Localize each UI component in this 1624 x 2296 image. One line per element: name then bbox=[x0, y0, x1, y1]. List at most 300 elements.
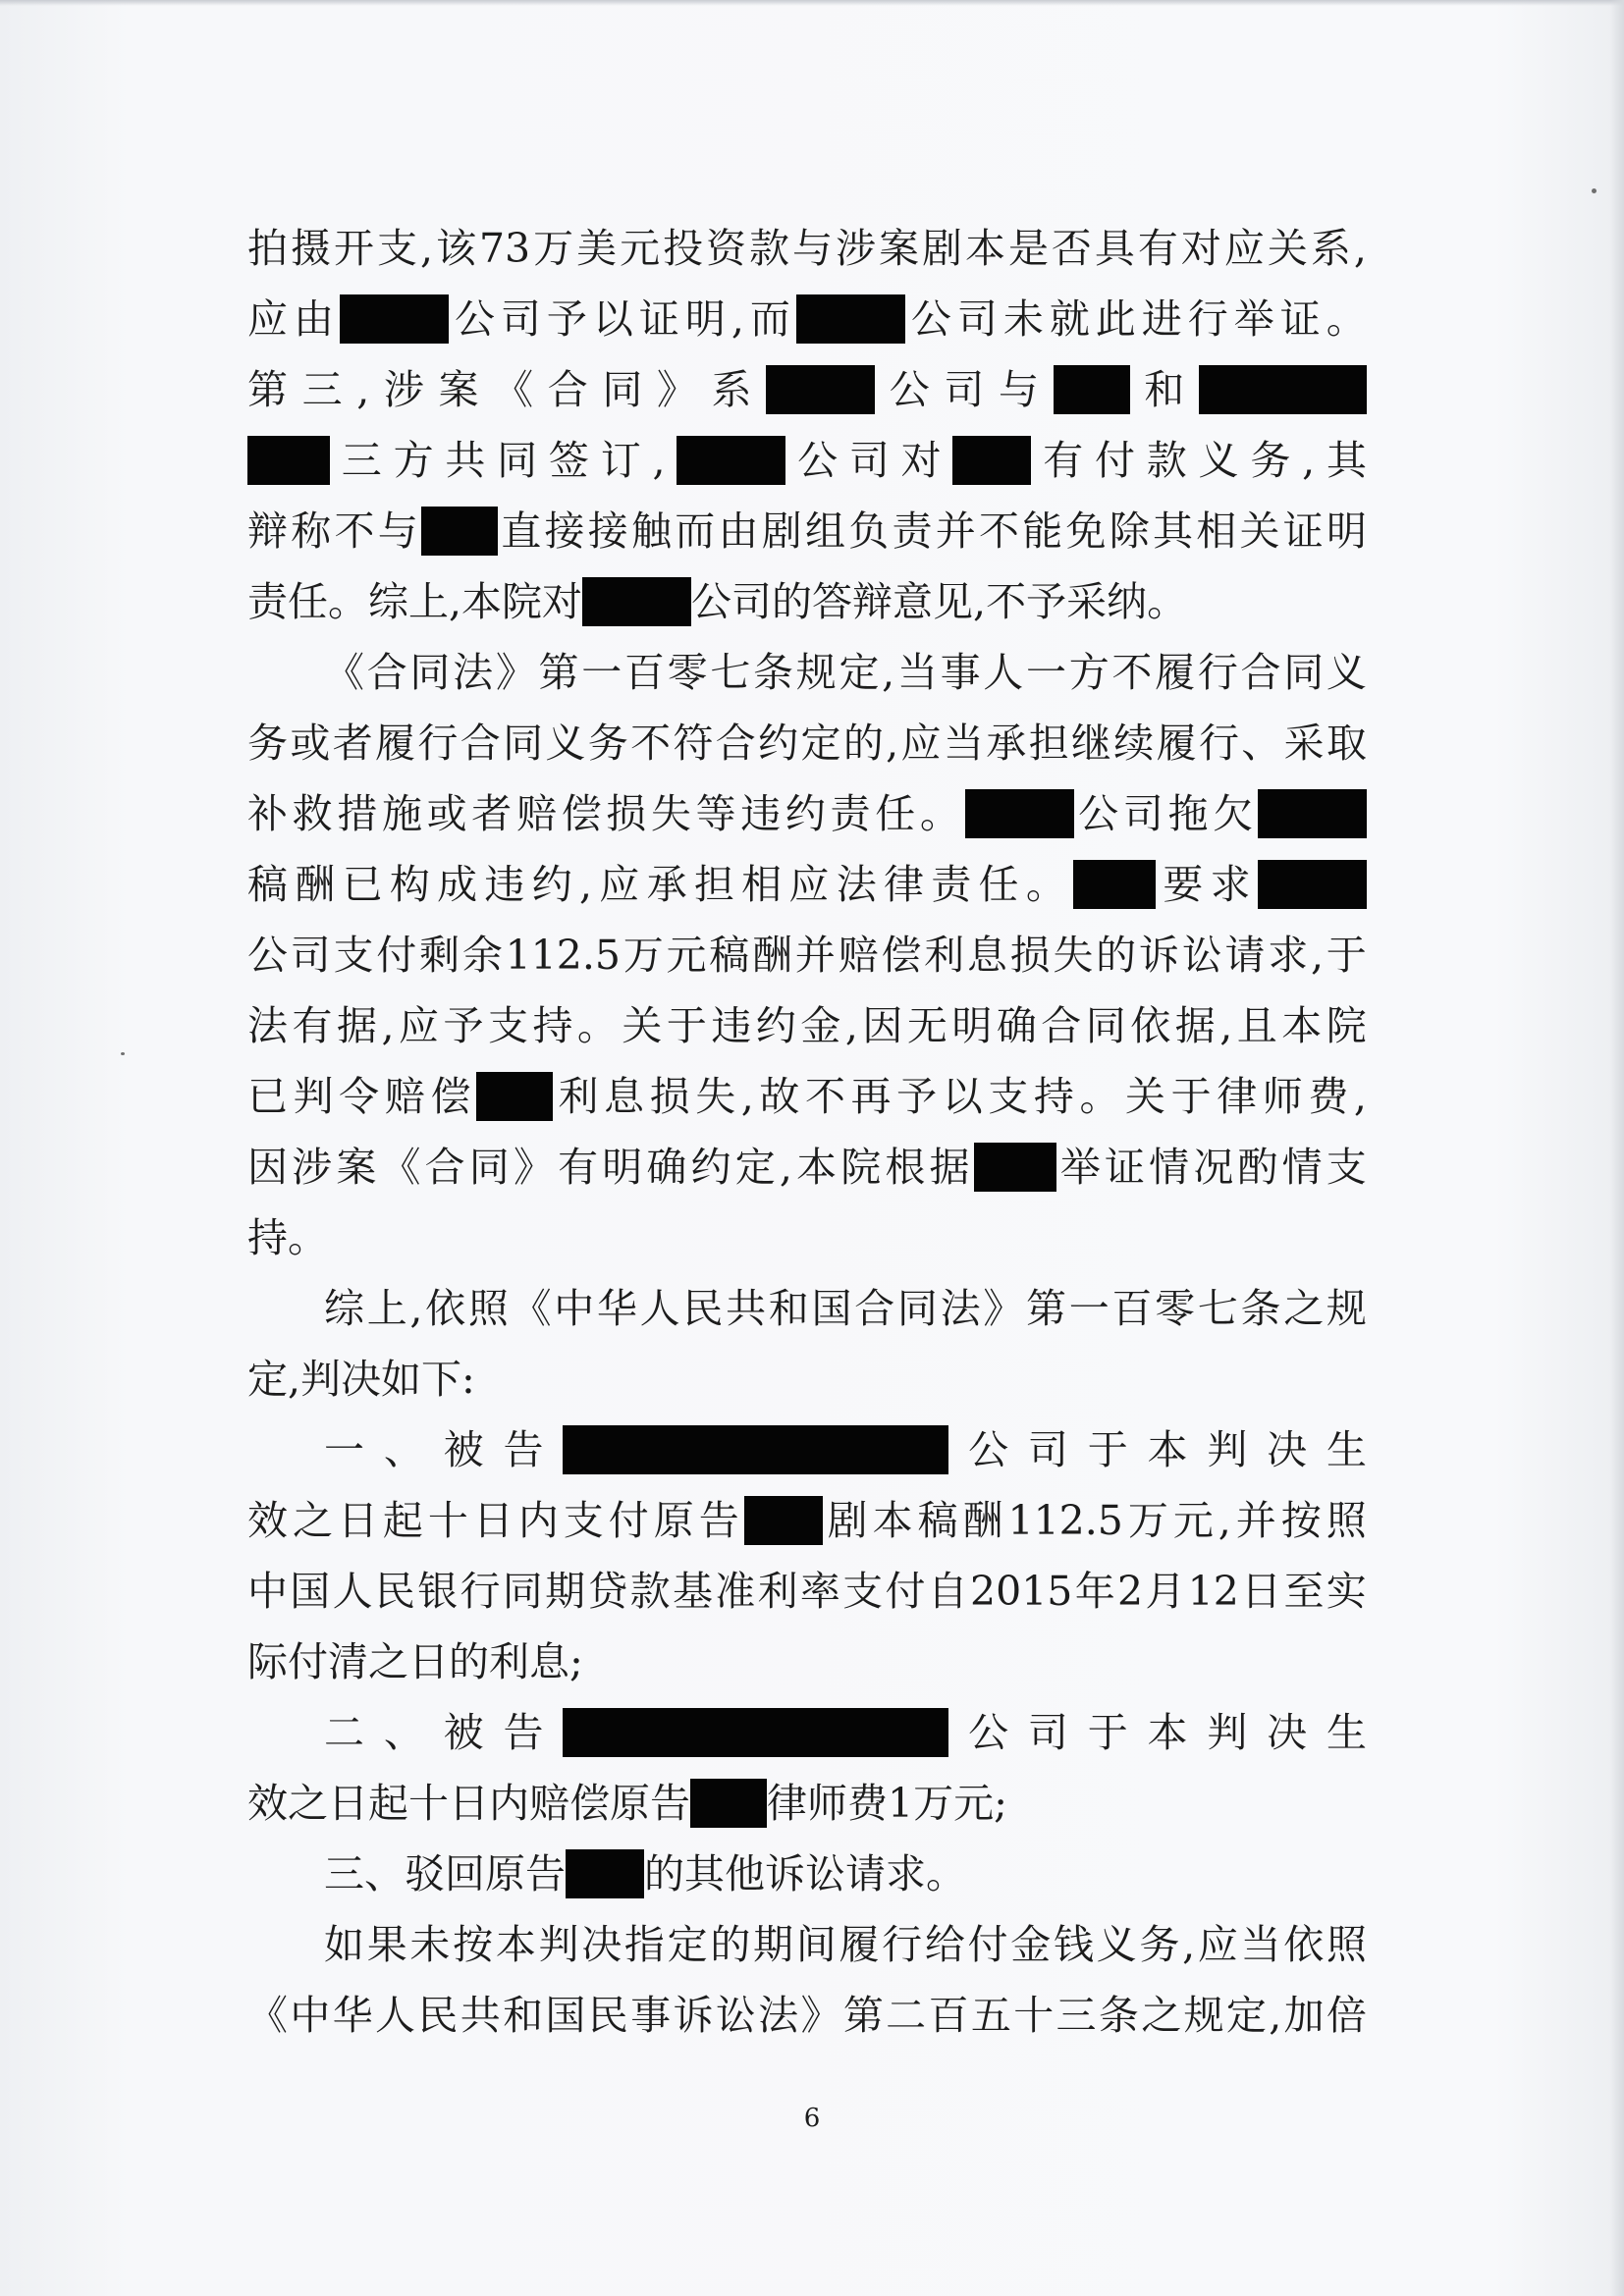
text-glyph: 明 bbox=[1326, 507, 1367, 555]
text-glyph: 《 bbox=[511, 1285, 552, 1332]
text-glyph: 判 bbox=[1207, 1709, 1248, 1756]
text-glyph: 利 bbox=[924, 932, 965, 979]
text-glyph: 照 bbox=[1326, 1497, 1367, 1544]
text-glyph: 司 bbox=[1027, 1426, 1068, 1473]
text-glyph: 当 bbox=[1240, 1921, 1281, 1968]
text-glyph: 付 bbox=[1094, 437, 1135, 484]
text-glyph: 当 bbox=[943, 720, 984, 767]
text-glyph: 美 bbox=[576, 225, 618, 272]
text-glyph: 。 bbox=[1079, 1073, 1120, 1120]
text-glyph: 之 bbox=[368, 1638, 408, 1685]
text-glyph: , bbox=[1353, 225, 1367, 272]
text-glyph: 相 bbox=[741, 861, 783, 908]
text-glyph: 务 bbox=[1250, 437, 1291, 484]
text-glyph: 判 bbox=[538, 1921, 579, 1968]
text-glyph: 未 bbox=[1002, 295, 1044, 343]
text-glyph: 酬 bbox=[295, 861, 336, 908]
text-glyph: 元 bbox=[620, 225, 661, 272]
text-glyph: 务 bbox=[587, 720, 628, 767]
text-glyph: 费 bbox=[847, 1780, 888, 1827]
text-glyph: 律 bbox=[1217, 1073, 1258, 1120]
text-glyph: 行 bbox=[1197, 649, 1238, 696]
text-glyph: 偿 bbox=[881, 932, 922, 979]
text-glyph: 倍 bbox=[1326, 1992, 1367, 2039]
text-glyph: 进 bbox=[1141, 295, 1182, 343]
text-glyph: 师 bbox=[1262, 1073, 1303, 1120]
text-line bbox=[247, 1061, 1367, 1132]
text-glyph: 五 bbox=[970, 1992, 1011, 2039]
text-line bbox=[247, 284, 1367, 354]
text-glyph: 同 bbox=[602, 366, 643, 413]
text-glyph: 请 bbox=[845, 1850, 886, 1897]
text-glyph: 务 bbox=[1139, 1921, 1180, 1968]
text-glyph: 与 bbox=[377, 507, 418, 555]
text-glyph: 赔 bbox=[515, 790, 557, 837]
text-glyph: 关 bbox=[1239, 507, 1280, 555]
text-glyph: 不 bbox=[334, 507, 375, 555]
text-glyph: 零 bbox=[667, 649, 708, 696]
text-glyph: 故 bbox=[759, 1073, 800, 1120]
text-glyph: 。 bbox=[926, 1850, 966, 1897]
redaction-block bbox=[476, 1072, 553, 1121]
text-glyph: 十 bbox=[427, 1497, 468, 1544]
text-glyph: 本 bbox=[872, 1497, 913, 1544]
text-glyph: 损 bbox=[606, 790, 647, 837]
text-glyph: 三 bbox=[301, 366, 343, 413]
text-glyph: 称 bbox=[291, 507, 332, 555]
text-glyph: 诉 bbox=[765, 1850, 805, 1897]
text-glyph: 告 bbox=[525, 1850, 566, 1897]
text-glyph: 二 bbox=[886, 1992, 927, 2039]
text-glyph: 者 bbox=[471, 790, 513, 837]
text-glyph: 款 bbox=[749, 225, 790, 272]
text-line bbox=[247, 213, 1367, 284]
text-glyph: 本 bbox=[964, 225, 1005, 272]
text-glyph: 约 bbox=[690, 1144, 731, 1191]
text-glyph: 意 bbox=[893, 578, 934, 625]
text-glyph: 此 bbox=[1095, 295, 1136, 343]
text-glyph: 万 bbox=[1127, 1497, 1168, 1544]
text-glyph: 一 bbox=[1068, 1285, 1110, 1332]
text-glyph: 、 bbox=[1241, 720, 1282, 767]
text-glyph: 金 bbox=[1010, 1921, 1052, 1968]
text-glyph: 措 bbox=[337, 790, 378, 837]
text-glyph: 应 bbox=[1197, 1921, 1238, 1968]
text-glyph: 关 bbox=[622, 1002, 663, 1049]
text-glyph: 百 bbox=[1111, 1285, 1153, 1332]
text-glyph: 三 bbox=[341, 437, 382, 484]
text-glyph: 应 bbox=[900, 720, 942, 767]
text-line bbox=[247, 1768, 1367, 1839]
text-glyph: 国 bbox=[290, 1568, 331, 1615]
text-glyph: 情 bbox=[1149, 1144, 1190, 1191]
text-glyph: 因 bbox=[862, 1002, 903, 1049]
text-glyph: 定 bbox=[839, 649, 880, 696]
text-glyph: 持 bbox=[247, 1214, 288, 1261]
text-glyph: , bbox=[652, 437, 666, 484]
text-glyph: 国 bbox=[811, 1285, 852, 1332]
text-glyph: 事 bbox=[630, 1992, 672, 2039]
text-glyph: 之 bbox=[1141, 1992, 1182, 2039]
text-glyph: 于 bbox=[1170, 1073, 1212, 1120]
text-glyph: , bbox=[886, 720, 899, 767]
text-glyph: 日 bbox=[472, 1497, 514, 1544]
text-glyph: 取 bbox=[1326, 720, 1367, 767]
text-glyph: 剧 bbox=[827, 1497, 868, 1544]
text-glyph: 举 bbox=[1059, 1144, 1101, 1191]
text-glyph: 其 bbox=[684, 1850, 725, 1897]
text-glyph: 原 bbox=[653, 1497, 694, 1544]
text-glyph: 元 bbox=[1172, 1497, 1214, 1544]
text-glyph: 酬 bbox=[752, 932, 793, 979]
text-glyph: 续 bbox=[1113, 720, 1155, 767]
text-glyph: 师 bbox=[807, 1780, 847, 1827]
text-glyph: 负 bbox=[848, 507, 890, 555]
text-glyph: 因 bbox=[247, 1144, 288, 1191]
text-glyph: 义 bbox=[1198, 437, 1239, 484]
text-glyph: 违 bbox=[711, 1002, 752, 1049]
text-glyph: 依 bbox=[425, 1285, 466, 1332]
text-glyph: 被 bbox=[443, 1709, 484, 1756]
text-glyph: 赔 bbox=[529, 1780, 569, 1827]
text-glyph: 责 bbox=[830, 790, 871, 837]
text-glyph: 诉 bbox=[1138, 932, 1179, 979]
text-glyph: 效 bbox=[247, 1497, 288, 1544]
text-glyph: 款 bbox=[1146, 437, 1187, 484]
text-glyph: 赔 bbox=[838, 932, 879, 979]
text-glyph: 其 bbox=[1326, 437, 1367, 484]
text-glyph: 要 bbox=[1163, 861, 1204, 908]
text-glyph: 费 bbox=[1308, 1073, 1349, 1120]
text-glyph: 是 bbox=[1007, 225, 1049, 272]
text-glyph: 酌 bbox=[1237, 1144, 1278, 1191]
text-glyph: 的 bbox=[1096, 932, 1137, 979]
text-line bbox=[247, 1697, 1367, 1768]
text-glyph: 定 bbox=[734, 1144, 776, 1191]
text-glyph: 合 bbox=[547, 366, 588, 413]
text-glyph: 间 bbox=[795, 1921, 837, 1968]
text-glyph: 律 bbox=[883, 861, 924, 908]
text-glyph: 共 bbox=[726, 1285, 767, 1332]
text-glyph: 讼 bbox=[1181, 932, 1222, 979]
text-glyph: 约 bbox=[755, 1002, 796, 1049]
text-glyph: 日 bbox=[1241, 1568, 1282, 1615]
text-glyph: 订 bbox=[600, 437, 641, 484]
text-glyph: 行 bbox=[882, 1921, 923, 1968]
text-glyph: 支 bbox=[563, 1497, 604, 1544]
text-glyph: 同 bbox=[497, 437, 538, 484]
text-glyph: 公 bbox=[910, 295, 951, 343]
text-glyph: 息 bbox=[604, 1073, 645, 1120]
text-glyph: 112.5 bbox=[1007, 1497, 1123, 1544]
text-glyph: 2 bbox=[1116, 1568, 1144, 1615]
text-glyph: 于 bbox=[1087, 1426, 1128, 1473]
text-glyph: 》 bbox=[983, 1285, 1024, 1332]
text-glyph: 法 bbox=[453, 649, 494, 696]
text-glyph: 对 bbox=[900, 437, 942, 484]
text-glyph: 上 bbox=[366, 1285, 407, 1332]
text-glyph: 、 bbox=[383, 1709, 424, 1756]
text-glyph: 、 bbox=[364, 1850, 405, 1897]
text-glyph: 该 bbox=[435, 225, 476, 272]
text-glyph: 证 bbox=[1282, 507, 1324, 555]
text-glyph: 付 bbox=[885, 1568, 926, 1615]
text-glyph: 期 bbox=[753, 1921, 794, 1968]
text-glyph: 偿 bbox=[569, 1780, 610, 1827]
text-glyph: 损 bbox=[1009, 932, 1051, 979]
text-glyph: 决 bbox=[1267, 1426, 1308, 1473]
text-glyph: 2015 bbox=[970, 1568, 1073, 1615]
text-glyph: 华 bbox=[332, 1992, 373, 2039]
text-glyph: 。 bbox=[288, 1214, 328, 1261]
text-glyph: , bbox=[1269, 1992, 1282, 2039]
text-glyph: 上 bbox=[408, 578, 449, 625]
text-glyph: 合 bbox=[460, 720, 501, 767]
text-glyph: 予 bbox=[896, 1073, 938, 1120]
text-line bbox=[247, 1202, 1367, 1273]
text-glyph: 与 bbox=[998, 366, 1039, 413]
text-glyph: 稿 bbox=[247, 861, 288, 908]
redaction-block bbox=[340, 294, 449, 344]
text-glyph: 答 bbox=[812, 578, 853, 625]
text-glyph: 生 bbox=[1326, 1426, 1367, 1473]
text-glyph: 司 bbox=[956, 295, 998, 343]
text-glyph: 接 bbox=[587, 507, 628, 555]
text-glyph: 司 bbox=[1027, 1709, 1068, 1756]
text-glyph: , bbox=[882, 649, 895, 696]
text-glyph: 涉 bbox=[292, 1144, 333, 1191]
text-glyph: 自 bbox=[927, 1568, 968, 1615]
text-glyph: 支 bbox=[487, 1002, 528, 1049]
text-glyph: 《 bbox=[247, 1992, 288, 2039]
text-glyph: 确 bbox=[996, 1002, 1037, 1049]
text-glyph: 事 bbox=[940, 649, 981, 696]
text-line bbox=[247, 920, 1367, 990]
text-glyph: 第 bbox=[842, 1992, 884, 2039]
text-glyph: 任 bbox=[288, 578, 328, 625]
text-glyph: 纳 bbox=[1107, 578, 1148, 625]
text-glyph: 利 bbox=[489, 1638, 529, 1685]
text-glyph: 《 bbox=[380, 1144, 421, 1191]
text-glyph: 况 bbox=[1193, 1144, 1234, 1191]
text-glyph: 案 bbox=[878, 225, 919, 272]
text-glyph: 合 bbox=[854, 1285, 895, 1332]
text-glyph: 偿 bbox=[430, 1073, 471, 1120]
text-glyph: 再 bbox=[850, 1073, 892, 1120]
page-number: 6 bbox=[803, 2104, 821, 2133]
text-glyph: , bbox=[1219, 1002, 1233, 1049]
text-glyph: 采 bbox=[1283, 720, 1325, 767]
scan-speck bbox=[1592, 188, 1597, 193]
text-glyph: 合 bbox=[424, 1144, 465, 1191]
text-glyph: 的 bbox=[842, 720, 884, 767]
text-glyph: 依 bbox=[1130, 1002, 1171, 1049]
text-glyph: 相 bbox=[1196, 507, 1237, 555]
text-glyph: 据 bbox=[929, 1144, 970, 1191]
text-glyph: 百 bbox=[623, 649, 665, 696]
text-glyph: 支 bbox=[1326, 1144, 1367, 1191]
text-glyph: 银 bbox=[417, 1568, 459, 1615]
text-glyph: , bbox=[731, 295, 744, 343]
text-glyph: , bbox=[409, 1285, 423, 1332]
text-line bbox=[247, 1344, 1367, 1415]
text-glyph: 见 bbox=[933, 578, 974, 625]
text-glyph: 明 bbox=[951, 1002, 993, 1049]
text-glyph: 人 bbox=[983, 649, 1024, 696]
text-line bbox=[247, 1415, 1367, 1485]
text-glyph: , bbox=[1218, 1497, 1231, 1544]
text-glyph: 支 bbox=[376, 225, 417, 272]
text-glyph: 案 bbox=[438, 366, 479, 413]
text-glyph: 于 bbox=[666, 1002, 707, 1049]
text-glyph: 第 bbox=[538, 649, 579, 696]
text-glyph: 根 bbox=[885, 1144, 926, 1191]
text-glyph: 证 bbox=[638, 295, 679, 343]
text-glyph: 《 bbox=[493, 366, 534, 413]
text-glyph: 投 bbox=[663, 225, 704, 272]
text-glyph: 73 bbox=[478, 225, 531, 272]
text-glyph: 司 bbox=[290, 932, 331, 979]
text-glyph: 涉 bbox=[383, 366, 424, 413]
text-glyph: , bbox=[779, 1144, 792, 1191]
text-glyph: 付 bbox=[967, 1921, 1008, 1968]
text-glyph: 规 bbox=[795, 649, 837, 696]
text-line bbox=[247, 778, 1367, 849]
text-glyph: 并 bbox=[1235, 1497, 1276, 1544]
text-line bbox=[247, 1980, 1367, 2051]
text-glyph: 三 bbox=[324, 1850, 364, 1897]
text-glyph: 规 bbox=[1183, 1992, 1224, 2039]
text-glyph: 钱 bbox=[1053, 1921, 1094, 1968]
text-glyph: , bbox=[844, 1002, 858, 1049]
text-glyph: , bbox=[740, 1073, 754, 1120]
text-glyph: 予 bbox=[546, 295, 587, 343]
text-glyph: 和 bbox=[1144, 366, 1185, 413]
text-glyph: 照 bbox=[1326, 1921, 1367, 1968]
text-glyph: 举 bbox=[1233, 295, 1274, 343]
text-glyph: 合 bbox=[715, 720, 756, 767]
redaction-block bbox=[965, 789, 1074, 838]
text-glyph: 民 bbox=[374, 1568, 415, 1615]
text-glyph: 责 bbox=[931, 861, 972, 908]
text-glyph: 日 bbox=[328, 1780, 368, 1827]
text-glyph: 行 bbox=[1198, 720, 1239, 767]
text-glyph: 对 bbox=[1180, 225, 1221, 272]
text-glyph: 决 bbox=[341, 1356, 382, 1403]
text-glyph: 证 bbox=[1279, 295, 1321, 343]
redaction-block bbox=[744, 1496, 823, 1545]
text-glyph: 损 bbox=[649, 1073, 690, 1120]
text-glyph: 违 bbox=[740, 790, 782, 837]
text-glyph: 义 bbox=[1096, 1921, 1137, 1968]
text-glyph: 据 bbox=[1174, 1002, 1216, 1049]
text-glyph: 司 bbox=[731, 578, 773, 625]
text-glyph: 本 bbox=[1147, 1426, 1188, 1473]
text-glyph: 、 bbox=[383, 1426, 424, 1473]
text-glyph: 七 bbox=[710, 649, 751, 696]
text-glyph: 元 bbox=[953, 1780, 995, 1827]
text-glyph: 同 bbox=[503, 720, 544, 767]
redaction-block bbox=[974, 1143, 1056, 1192]
text-glyph: 。 bbox=[1326, 295, 1367, 343]
text-glyph: 履 bbox=[375, 720, 416, 767]
text-glyph: 与 bbox=[792, 225, 834, 272]
text-glyph: 合 bbox=[1041, 1002, 1082, 1049]
redaction-block bbox=[1073, 860, 1156, 909]
text-glyph: , bbox=[1353, 1073, 1367, 1120]
text-glyph: 《 bbox=[324, 649, 364, 696]
text-glyph: 法 bbox=[940, 1285, 981, 1332]
text-line bbox=[247, 1132, 1367, 1202]
text-glyph: 并 bbox=[935, 507, 976, 555]
text-glyph: 共 bbox=[460, 1992, 501, 2039]
text-line bbox=[247, 1839, 1367, 1909]
redaction-block bbox=[766, 365, 875, 414]
text-glyph: 担 bbox=[693, 861, 734, 908]
text-glyph: 由 bbox=[718, 507, 759, 555]
text-glyph: 准 bbox=[715, 1568, 756, 1615]
text-glyph: 的 bbox=[449, 1638, 489, 1685]
text-glyph: , bbox=[1182, 1921, 1196, 1968]
text-glyph: 条 bbox=[1098, 1992, 1139, 2039]
text-glyph: 予 bbox=[1026, 578, 1067, 625]
text-glyph: 请 bbox=[1224, 932, 1266, 979]
text-glyph: 明 bbox=[602, 1144, 643, 1191]
text-glyph: 明 bbox=[684, 295, 726, 343]
text-glyph: 当 bbox=[896, 649, 938, 696]
text-glyph: 按 bbox=[453, 1921, 494, 1968]
text-glyph: 讼 bbox=[715, 1992, 756, 2039]
text-glyph: , bbox=[973, 578, 987, 625]
text-line bbox=[247, 1627, 1367, 1697]
text-glyph: 直 bbox=[501, 507, 542, 555]
text-glyph: 或 bbox=[426, 790, 467, 837]
text-glyph: 失 bbox=[1053, 932, 1094, 979]
text-glyph: 之 bbox=[292, 1497, 333, 1544]
text-line bbox=[247, 990, 1367, 1061]
text-glyph: 生 bbox=[1326, 1709, 1367, 1756]
text-glyph: 十 bbox=[1013, 1992, 1055, 2039]
text-glyph: 公 bbox=[968, 1426, 1009, 1473]
text-glyph: 驳 bbox=[405, 1850, 445, 1897]
text-glyph: 辩 bbox=[247, 507, 288, 555]
text-glyph: 赔 bbox=[384, 1073, 425, 1120]
text-glyph: 12 bbox=[1187, 1568, 1239, 1615]
text-glyph: 剧 bbox=[761, 507, 802, 555]
text-glyph: 欠 bbox=[1213, 790, 1254, 837]
text-glyph: 第 bbox=[1026, 1285, 1066, 1332]
text-glyph: 关 bbox=[1125, 1073, 1166, 1120]
text-glyph: 行 bbox=[1187, 295, 1228, 343]
text-glyph: 112.5 bbox=[505, 932, 621, 979]
text-glyph: 义 bbox=[545, 720, 586, 767]
text-glyph: 就 bbox=[1049, 295, 1090, 343]
text-glyph: 已 bbox=[342, 861, 383, 908]
text-glyph: 担 bbox=[1028, 720, 1069, 767]
text-glyph: 资 bbox=[706, 225, 747, 272]
text-glyph: 同 bbox=[1283, 649, 1325, 696]
text-glyph: 万 bbox=[913, 1780, 954, 1827]
text-glyph: 。 bbox=[328, 578, 368, 625]
text-glyph: 付 bbox=[376, 932, 417, 979]
text-glyph: 履 bbox=[839, 1921, 880, 1968]
text-glyph: , bbox=[1302, 437, 1316, 484]
text-glyph: 稿 bbox=[709, 932, 750, 979]
text-glyph: 而 bbox=[675, 507, 716, 555]
scan-edge-right bbox=[1610, 0, 1624, 2296]
redaction-block bbox=[1258, 789, 1367, 838]
text-glyph: 对 bbox=[542, 578, 583, 625]
